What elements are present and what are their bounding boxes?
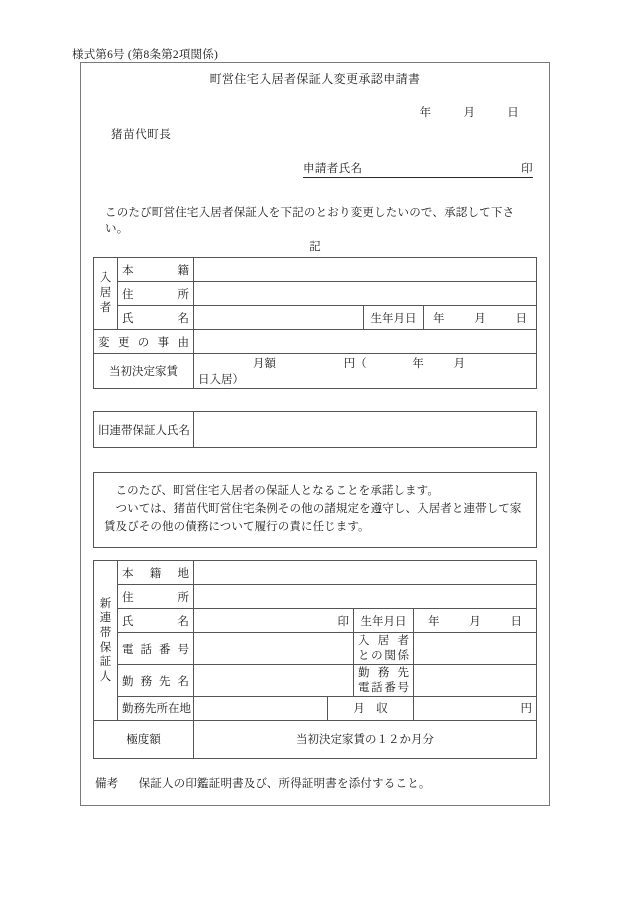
resident-address-value[interactable] [194,282,537,306]
rent-month: 月 [453,358,466,370]
guarantor-name-seal-mark: 印 [337,615,349,628]
table-row [94,561,537,585]
resident-name-value[interactable] [194,306,364,330]
resident-vertical-char-1: 居 [99,287,112,300]
table-row [94,696,537,720]
table-row [94,633,537,665]
remarks-label: 備考 [95,777,119,790]
table-row [94,306,537,330]
guarantor-vertical-char-5: 人 [99,671,112,684]
guarantor-employer-value[interactable] [194,665,354,697]
rent-monthly-label: 月額 [252,358,276,370]
initial-rent-label: 当初決定家賃 [94,354,194,389]
resident-birth-label: 生年月日 [364,306,424,330]
addressee: 猪苗代町長 [111,129,172,141]
table-row [94,720,537,758]
guarantor-employer-address-label: 勤務先所在地 [118,696,194,720]
resident-birth-value[interactable] [424,306,537,330]
guarantor-name-label: 氏 名 [118,609,194,633]
guarantor-relation-label [354,633,414,665]
guarantor-birth-day: 日 [510,615,522,628]
initial-rent-value[interactable] [194,354,537,389]
date-line [93,104,537,120]
guarantor-address-label: 住 所 [118,585,194,609]
guarantee-limit-value: 当初決定家賃の１２か月分 [194,720,537,758]
guarantor-employer-phone-label-line1: 勤 務 先 [358,667,409,680]
guarantor-vertical-label [94,561,118,721]
resident-birth-month: 月 [474,312,486,325]
resident-address-label: 住 所 [118,282,194,306]
guarantor-employer-phone-label-line2: 電話番号 [358,681,409,694]
resident-honseki-label: 本 籍 [118,258,194,282]
old-guarantor-value[interactable] [194,412,537,448]
date-day-label: 日 [507,107,519,119]
applicant-name-label: 申請者氏名 [303,163,363,175]
pledge-line-1: このたび、町営住宅入居者の保証人となることを承諾します。 [115,485,439,497]
resident-honseki-value[interactable] [194,258,537,282]
resident-table [93,257,537,389]
resident-vertical-label [94,258,118,330]
guarantor-phone-value[interactable] [194,633,354,665]
guarantor-birth-value[interactable] [414,609,537,633]
applicant-seal-mark: 印 [521,163,533,175]
table-row [94,354,537,389]
pledge-statement-box [93,472,537,548]
guarantor-address-value[interactable] [194,585,537,609]
guarantor-income-label: 月 収 [328,696,414,720]
resident-name-label: 氏 名 [118,306,194,330]
guarantor-relation-value[interactable] [414,633,537,665]
guarantor-phone-label: 電 話 番 号 [118,633,194,665]
applicant-name-field[interactable] [303,160,533,178]
guarantor-birth-label: 生年月日 [354,609,414,633]
guarantor-employer-phone-label [354,665,414,697]
old-guarantor-table [93,411,537,448]
guarantor-name-value[interactable] [194,609,354,633]
new-guarantor-table [93,560,537,759]
resident-birth-year: 年 [433,312,445,325]
guarantor-income-unit: 円 [520,703,532,716]
remarks-row [93,775,537,791]
resident-vertical-char-0: 入 [99,272,112,285]
guarantor-income-value[interactable] [414,696,537,720]
guarantor-employer-label: 勤 務 先 名 [118,665,194,697]
change-reason-value[interactable] [194,330,537,354]
body-sentence: このたび町営住宅入居者保証人を下記のとおり変更したいので、承認して下さい。 [105,207,515,235]
table-row [94,282,537,306]
guarantor-vertical-char-0: 新 [99,597,112,610]
document-title: 町営住宅入居者保証人変更承認申請書 [209,72,421,86]
table-row [94,585,537,609]
document-body [81,70,549,812]
form-number: 様式第6号 (第8条第2項関係) [72,49,218,61]
pledge-line-2: ついては、猪苗代町営住宅条例その他の諸規定を遵守し、入居者と連帯して家賃及びその他の債務について履行の責に任じます。 [104,502,522,533]
guarantor-relation-label-line2: との関係 [358,649,409,662]
table-row [94,609,537,633]
table-row [94,258,537,282]
guarantor-employer-phone-value[interactable] [414,665,537,697]
guarantor-honseki-label: 本 籍 地 [118,561,194,585]
rent-yen-label: 円（ [343,358,367,370]
resident-birth-day: 日 [515,312,527,325]
ki-mark: 記 [309,241,321,253]
document-frame [80,62,550,806]
applicant-signature-row [93,160,537,178]
guarantor-employer-address-value[interactable] [194,696,328,720]
guarantor-birth-month: 月 [469,615,481,628]
rent-movein: 日入居） [198,374,244,386]
table-row [94,330,537,354]
rent-year: 年 [412,358,424,370]
change-reason-label: 変 更 の 事 由 [94,330,194,354]
date-month-label: 月 [463,107,476,119]
guarantor-vertical-char-1: 連 [99,612,112,625]
guarantor-relation-label-line1: 入 居 者 [358,635,409,648]
date-year-label: 年 [419,107,432,119]
guarantor-vertical-char-4: 証 [99,656,112,669]
guarantee-limit-label: 極度額 [94,720,194,758]
guarantor-vertical-char-2: 帯 [99,626,112,639]
resident-vertical-char-2: 者 [99,301,112,314]
old-guarantor-label: 旧連帯保証人氏名 [94,412,194,448]
guarantor-honseki-value[interactable] [194,561,537,585]
guarantor-birth-year: 年 [428,615,440,628]
table-row [94,412,537,448]
remarks-text: 保証人の印鑑証明書及び、所得証明書を添付すること。 [138,777,431,790]
guarantor-vertical-char-3: 保 [99,641,112,654]
table-row [94,665,537,697]
